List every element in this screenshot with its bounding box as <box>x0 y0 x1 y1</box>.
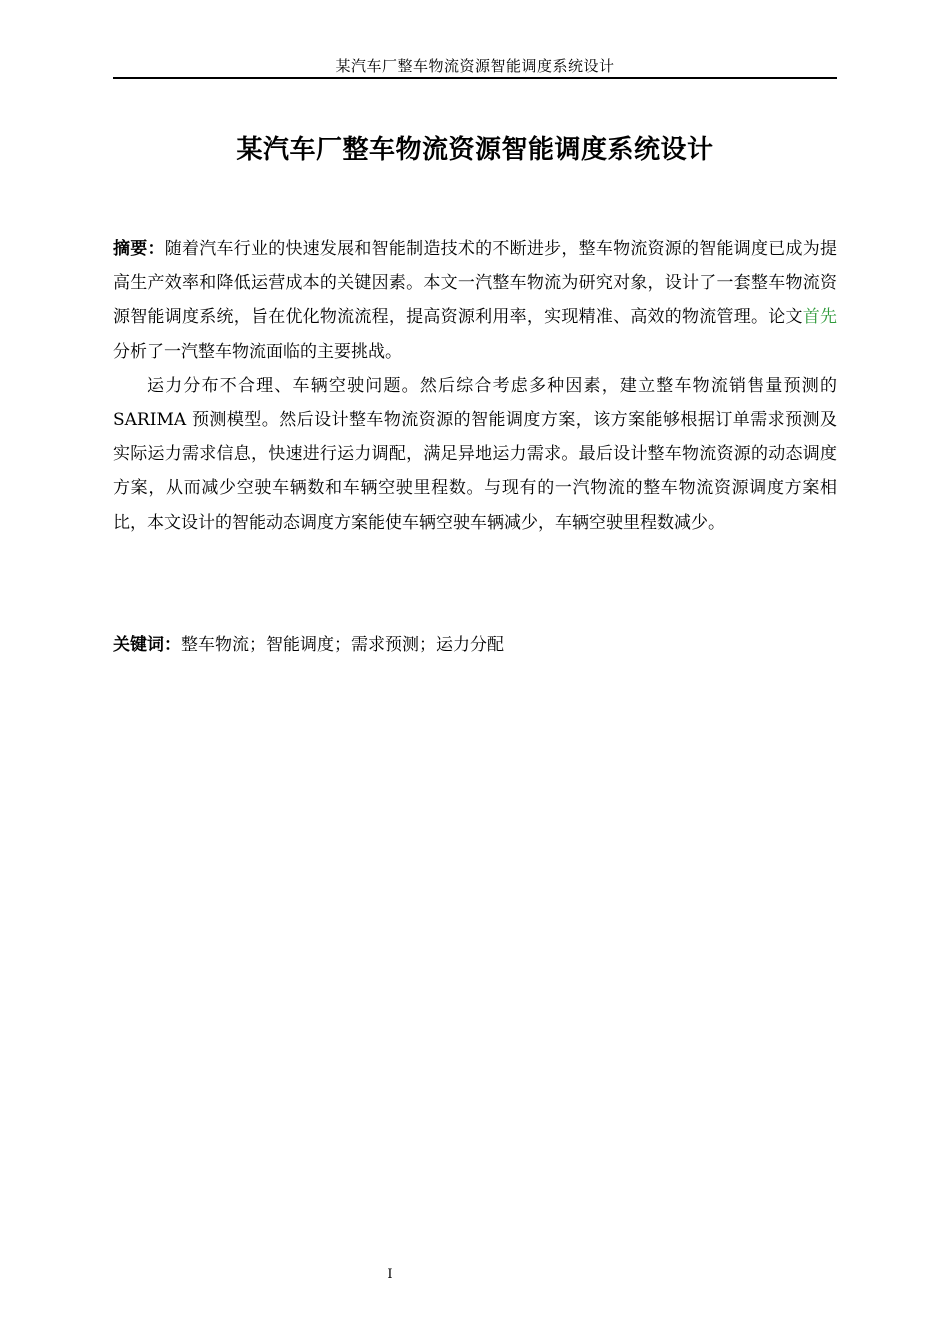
keywords <box>113 628 837 662</box>
keywords-label: 关键词： <box>113 635 181 655</box>
page-title: 某汽车厂整车物流资源智能调度系统设计 <box>236 135 714 165</box>
abstract-paragraph-1 <box>113 232 837 369</box>
abstract-text-1a: 随着汽车行业的快速发展和智能制造技术的不断进步，整车物流资源的智能调度已成为提高生产效率和降低运营成本的关键因素。本文一汽整车物流为研究对象，设计了一套整车物流资源智能调度系统，旨在优化物流流程，提高资源利用率，实现精准、高效的物流管理。论文 <box>113 239 838 328</box>
page-number: I <box>387 1267 393 1282</box>
abstract <box>113 232 837 540</box>
header-rule <box>113 77 837 79</box>
abstract-paragraph-2: 运力分布不合理、车辆空驶问题。然后综合考虑多种因素，建立整车物流销售量预测的 SARIMA 预测模型。然后设计整车物流资源的智能调度方案，该方案能够根据订单需求预测及实际运力需求信息，快速进行运力调配，满足异地运力需求。最后设计整车物流资源的动态调度方案，从而减少空驶车辆数和车辆空驶里程数。与现有的一汽物流的整车物流资源调度方案相比，本文设计的智能动态调度方案能使车辆空驶车辆减少，车辆空驶里程数减少。 <box>113 375 837 533</box>
keywords-text: 整车物流；智能调度；需求预测；运力分配 <box>181 635 504 655</box>
abstract-highlight: 首先 <box>802 307 838 328</box>
abstract-text-1b: 分析了一汽整车物流面临的主要挑战。 <box>113 341 402 362</box>
running-header: 某汽车厂整车物流资源智能调度系统设计 <box>335 57 615 75</box>
abstract-label: 摘要： <box>113 239 165 259</box>
